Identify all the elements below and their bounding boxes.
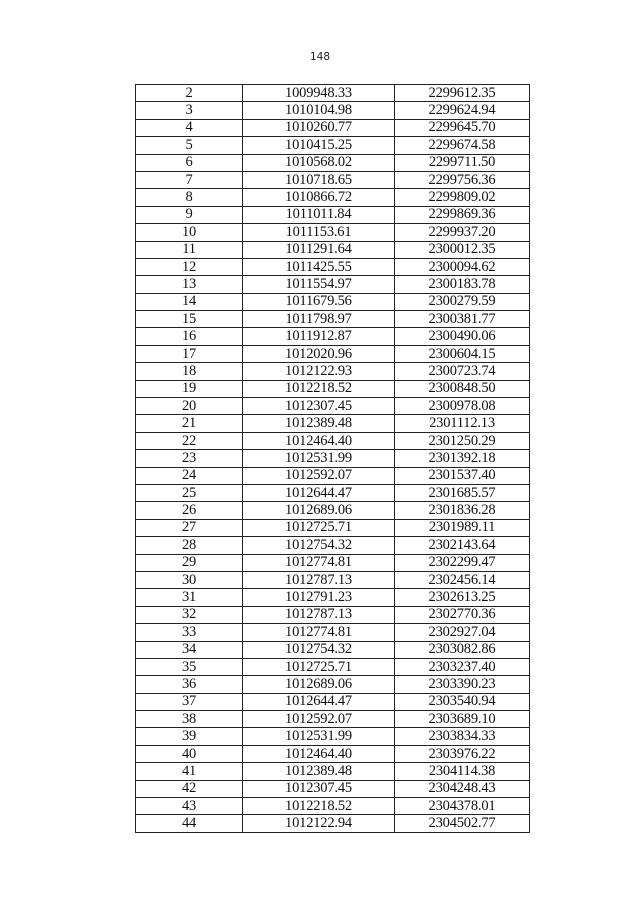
x-coordinate-cell: 1012787.13	[243, 606, 395, 623]
x-coordinate-cell: 1012389.48	[243, 415, 395, 432]
point-number-cell: 38	[136, 711, 243, 728]
x-coordinate-cell: 1012644.47	[243, 693, 395, 710]
x-coordinate-cell: 1011912.87	[243, 328, 395, 345]
y-coordinate-cell: 2304502.77	[395, 815, 530, 832]
table-row	[136, 571, 530, 588]
y-coordinate-cell: 2299809.02	[395, 189, 530, 206]
table-row	[136, 276, 530, 293]
point-number-cell: 17	[136, 345, 243, 362]
point-number-cell: 13	[136, 276, 243, 293]
x-coordinate-cell: 1012464.40	[243, 432, 395, 449]
x-coordinate-cell: 1012464.40	[243, 745, 395, 762]
table-row	[136, 311, 530, 328]
x-coordinate-cell: 1009948.33	[243, 85, 395, 102]
table-row	[136, 119, 530, 136]
y-coordinate-cell: 2301392.18	[395, 450, 530, 467]
x-coordinate-cell: 1012218.52	[243, 380, 395, 397]
point-number-cell: 7	[136, 171, 243, 188]
table-row	[136, 345, 530, 362]
point-number-cell: 28	[136, 537, 243, 554]
table-row	[136, 815, 530, 832]
point-number-cell: 24	[136, 467, 243, 484]
point-number-cell: 3	[136, 102, 243, 119]
point-number-cell: 40	[136, 745, 243, 762]
y-coordinate-cell: 2300604.15	[395, 345, 530, 362]
point-number-cell: 36	[136, 676, 243, 693]
table-row	[136, 467, 530, 484]
point-number-cell: 42	[136, 780, 243, 797]
table-row	[136, 745, 530, 762]
x-coordinate-cell: 1010718.65	[243, 171, 395, 188]
x-coordinate-cell: 1010260.77	[243, 119, 395, 136]
y-coordinate-cell: 2299756.36	[395, 171, 530, 188]
x-coordinate-cell: 1012389.48	[243, 763, 395, 780]
x-coordinate-cell: 1012592.07	[243, 711, 395, 728]
page-number: 148	[309, 51, 331, 63]
coordinates-table	[135, 84, 530, 833]
table-row	[136, 676, 530, 693]
point-number-cell: 11	[136, 241, 243, 258]
y-coordinate-cell: 2301836.28	[395, 502, 530, 519]
point-number-cell: 12	[136, 258, 243, 275]
table-row	[136, 554, 530, 571]
point-number-cell: 22	[136, 432, 243, 449]
y-coordinate-cell: 2303540.94	[395, 693, 530, 710]
table-row	[136, 641, 530, 658]
y-coordinate-cell: 2303390.23	[395, 676, 530, 693]
x-coordinate-cell: 1011011.84	[243, 206, 395, 223]
table-row	[136, 763, 530, 780]
table-row	[136, 606, 530, 623]
point-number-cell: 34	[136, 641, 243, 658]
x-coordinate-cell: 1011679.56	[243, 293, 395, 310]
point-number-cell: 5	[136, 137, 243, 154]
table-row	[136, 258, 530, 275]
table-row	[136, 432, 530, 449]
table-row	[136, 450, 530, 467]
point-number-cell: 20	[136, 398, 243, 415]
point-number-cell: 8	[136, 189, 243, 206]
x-coordinate-cell: 1011798.97	[243, 311, 395, 328]
point-number-cell: 39	[136, 728, 243, 745]
y-coordinate-cell: 2304114.38	[395, 763, 530, 780]
y-coordinate-cell: 2303976.22	[395, 745, 530, 762]
y-coordinate-cell: 2300094.62	[395, 258, 530, 275]
y-coordinate-cell: 2302299.47	[395, 554, 530, 571]
point-number-cell: 41	[136, 763, 243, 780]
point-number-cell: 25	[136, 484, 243, 501]
x-coordinate-cell: 1010568.02	[243, 154, 395, 171]
y-coordinate-cell: 2299612.35	[395, 85, 530, 102]
point-number-cell: 2	[136, 85, 243, 102]
point-number-cell: 44	[136, 815, 243, 832]
table-row	[136, 189, 530, 206]
table-row	[136, 711, 530, 728]
table-row	[136, 658, 530, 675]
x-coordinate-cell: 1011425.55	[243, 258, 395, 275]
table-body	[136, 85, 530, 833]
x-coordinate-cell: 1012122.94	[243, 815, 395, 832]
table-row	[136, 293, 530, 310]
x-coordinate-cell: 1012689.06	[243, 502, 395, 519]
y-coordinate-cell: 2302770.36	[395, 606, 530, 623]
point-number-cell: 21	[136, 415, 243, 432]
point-number-cell: 9	[136, 206, 243, 223]
table-row	[136, 484, 530, 501]
x-coordinate-cell: 1012020.96	[243, 345, 395, 362]
table-row	[136, 171, 530, 188]
y-coordinate-cell: 2302927.04	[395, 624, 530, 641]
point-number-cell: 18	[136, 363, 243, 380]
point-number-cell: 37	[136, 693, 243, 710]
y-coordinate-cell: 2300381.77	[395, 311, 530, 328]
y-coordinate-cell: 2300723.74	[395, 363, 530, 380]
point-number-cell: 32	[136, 606, 243, 623]
table-row	[136, 502, 530, 519]
y-coordinate-cell: 2299711.50	[395, 154, 530, 171]
y-coordinate-cell: 2301537.40	[395, 467, 530, 484]
y-coordinate-cell: 2301112.13	[395, 415, 530, 432]
y-coordinate-cell: 2299869.36	[395, 206, 530, 223]
x-coordinate-cell: 1011291.64	[243, 241, 395, 258]
y-coordinate-cell: 2301250.29	[395, 432, 530, 449]
y-coordinate-cell: 2300848.50	[395, 380, 530, 397]
y-coordinate-cell: 2300978.08	[395, 398, 530, 415]
table-row	[136, 380, 530, 397]
x-coordinate-cell: 1012791.23	[243, 589, 395, 606]
table-row	[136, 693, 530, 710]
point-number-cell: 6	[136, 154, 243, 171]
table-row	[136, 328, 530, 345]
point-number-cell: 30	[136, 571, 243, 588]
x-coordinate-cell: 1012774.81	[243, 554, 395, 571]
x-coordinate-cell: 1012787.13	[243, 571, 395, 588]
table-row	[136, 624, 530, 641]
x-coordinate-cell: 1012122.93	[243, 363, 395, 380]
x-coordinate-cell: 1012592.07	[243, 467, 395, 484]
y-coordinate-cell: 2301685.57	[395, 484, 530, 501]
table-row	[136, 85, 530, 102]
point-number-cell: 19	[136, 380, 243, 397]
x-coordinate-cell: 1012307.45	[243, 780, 395, 797]
y-coordinate-cell: 2301989.11	[395, 519, 530, 536]
point-number-cell: 27	[136, 519, 243, 536]
y-coordinate-cell: 2302613.25	[395, 589, 530, 606]
y-coordinate-cell: 2300183.78	[395, 276, 530, 293]
table-row	[136, 154, 530, 171]
y-coordinate-cell: 2302456.14	[395, 571, 530, 588]
table-row	[136, 537, 530, 554]
table-row	[136, 519, 530, 536]
table-row	[136, 798, 530, 815]
point-number-cell: 10	[136, 224, 243, 241]
y-coordinate-cell: 2304378.01	[395, 798, 530, 815]
y-coordinate-cell: 2300490.06	[395, 328, 530, 345]
y-coordinate-cell: 2303082.86	[395, 641, 530, 658]
x-coordinate-cell: 1012531.99	[243, 728, 395, 745]
point-number-cell: 23	[136, 450, 243, 467]
table-row	[136, 780, 530, 797]
table-row	[136, 398, 530, 415]
point-number-cell: 31	[136, 589, 243, 606]
x-coordinate-cell: 1011554.97	[243, 276, 395, 293]
x-coordinate-cell: 1012307.45	[243, 398, 395, 415]
point-number-cell: 33	[136, 624, 243, 641]
y-coordinate-cell: 2302143.64	[395, 537, 530, 554]
y-coordinate-cell: 2299624.94	[395, 102, 530, 119]
y-coordinate-cell: 2303834.33	[395, 728, 530, 745]
point-number-cell: 16	[136, 328, 243, 345]
point-number-cell: 14	[136, 293, 243, 310]
x-coordinate-cell: 1012725.71	[243, 519, 395, 536]
table-row	[136, 589, 530, 606]
x-coordinate-cell: 1010104.98	[243, 102, 395, 119]
table-row	[136, 363, 530, 380]
x-coordinate-cell: 1012644.47	[243, 484, 395, 501]
x-coordinate-cell: 1010415.25	[243, 137, 395, 154]
y-coordinate-cell: 2299937.20	[395, 224, 530, 241]
table-row	[136, 102, 530, 119]
point-number-cell: 26	[136, 502, 243, 519]
point-number-cell: 35	[136, 658, 243, 675]
point-number-cell: 29	[136, 554, 243, 571]
table-row	[136, 206, 530, 223]
y-coordinate-cell: 2300279.59	[395, 293, 530, 310]
y-coordinate-cell: 2303237.40	[395, 658, 530, 675]
y-coordinate-cell: 2303689.10	[395, 711, 530, 728]
y-coordinate-cell: 2304248.43	[395, 780, 530, 797]
table-row	[136, 224, 530, 241]
table-row	[136, 728, 530, 745]
y-coordinate-cell: 2300012.35	[395, 241, 530, 258]
x-coordinate-cell: 1012218.52	[243, 798, 395, 815]
point-number-cell: 15	[136, 311, 243, 328]
point-number-cell: 43	[136, 798, 243, 815]
table-row	[136, 137, 530, 154]
x-coordinate-cell: 1012689.06	[243, 676, 395, 693]
y-coordinate-cell: 2299645.70	[395, 119, 530, 136]
x-coordinate-cell: 1010866.72	[243, 189, 395, 206]
y-coordinate-cell: 2299674.58	[395, 137, 530, 154]
x-coordinate-cell: 1012754.32	[243, 537, 395, 554]
table-row	[136, 415, 530, 432]
x-coordinate-cell: 1012774.81	[243, 624, 395, 641]
table-row	[136, 241, 530, 258]
x-coordinate-cell: 1012725.71	[243, 658, 395, 675]
x-coordinate-cell: 1012531.99	[243, 450, 395, 467]
x-coordinate-cell: 1011153.61	[243, 224, 395, 241]
point-number-cell: 4	[136, 119, 243, 136]
x-coordinate-cell: 1012754.32	[243, 641, 395, 658]
